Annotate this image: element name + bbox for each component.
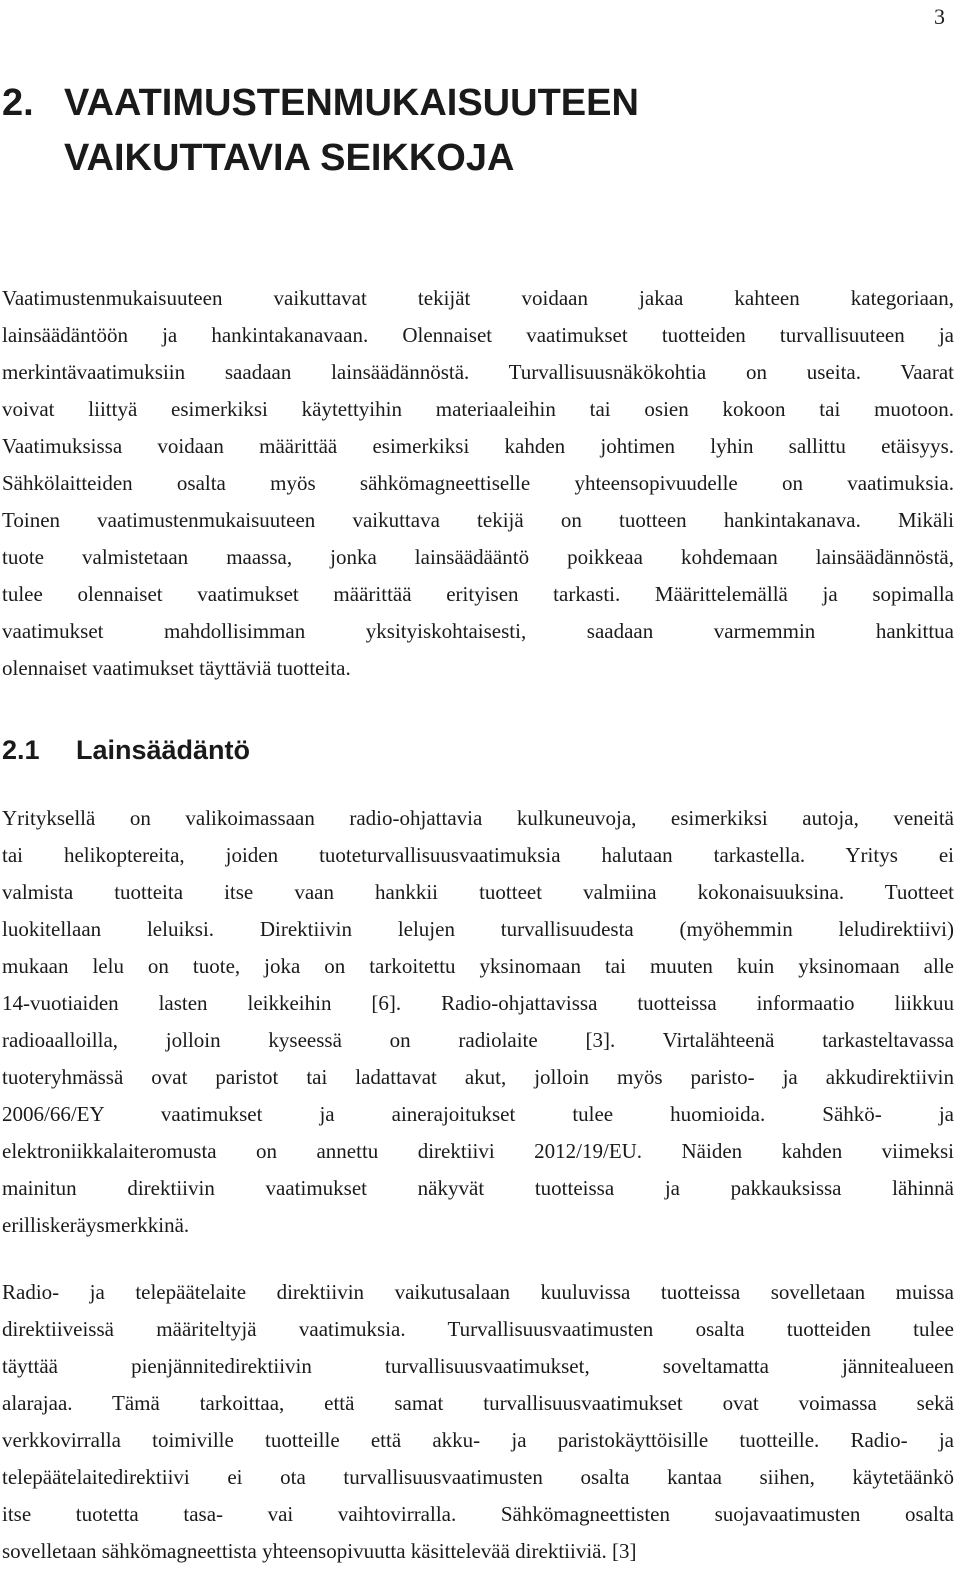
chapter-heading-line1 xyxy=(2,76,639,131)
section-number: 2.1 xyxy=(2,735,40,765)
text-line: luokitellaan leluiksi. Direktiivin lelujen turvallisuudesta (myöhemmin leludirektiivi) xyxy=(2,917,954,941)
text-line: vaatimukset mahdollisimman yksityiskohtaisesti, saadaan varmemmin hankittua xyxy=(2,619,954,643)
text-line: Vaatimustenmukaisuuteen vaikuttavat tekijät voidaan jakaa kahteen kategoriaan, xyxy=(2,286,954,310)
text-line: Sähkölaitteiden osalta myös sähkömagneettiselle yhteensopivuudelle on vaatimuksia. xyxy=(2,471,954,495)
text-line: 2006/66/EY vaatimukset ja ainerajoitukset tulee huomioida. Sähkö- ja xyxy=(2,1102,954,1126)
chapter-title-line2: VAIKUTTAVIA SEIKKOJA xyxy=(64,137,515,179)
text-line: telepäätelaitedirektiivi ei ota turvallisuusvaatimusten osalta kantaa siihen, käytetäänkö xyxy=(2,1465,954,1489)
text-line: itse tuotetta tasa- vai vaihtovirralla. Sähkömagneettisten suojavaatimusten osalta xyxy=(2,1502,954,1526)
text-line: täyttää pienjännitedirektiivin turvallisuusvaatimukset, soveltamatta jännitealueen xyxy=(2,1354,954,1378)
text-line: Toinen vaatimustenmukaisuuteen vaikuttava tekijä on tuotteen hankintakanava. Mikäli xyxy=(2,508,954,532)
text-line: mukaan lelu on tuote, joka on tarkoitettu yksinomaan tai muuten kuin yksinomaan alle xyxy=(2,954,954,978)
text-line: Yrityksellä on valikoimassaan radio-ohjattavia kulkuneuvoja, esimerkiksi autoja, veneitä xyxy=(2,806,954,830)
body-paragraph-3 xyxy=(2,1274,954,1570)
chapter-number: 2. xyxy=(2,82,34,124)
body-paragraph-2 xyxy=(2,800,954,1244)
text-line: radioaalloilla, jolloin kyseessä on radiolaite [3]. Virtalähteenä tarkasteltavassa xyxy=(2,1028,954,1052)
text-line: direktiiveissä määriteltyjä vaatimuksia. Turvallisuusvaatimusten osalta tuotteiden tulee xyxy=(2,1317,954,1341)
section-heading xyxy=(2,730,250,770)
text-line: alarajaa. Tämä tarkoittaa, että samat turvallisuusvaatimukset ovat voimassa sekä xyxy=(2,1391,954,1415)
body-paragraph-1 xyxy=(2,280,954,687)
text-line: tuoteryhmässä ovat paristot tai ladattavat akut, jolloin myös paristo- ja akkudirektiivin xyxy=(2,1065,954,1089)
text-line: tuote valmistetaan maassa, jonka lainsäädääntö poikkeaa kohdemaan lainsäädännöstä, xyxy=(2,545,954,569)
text-line: tulee olennaiset vaatimukset määrittää erityisen tarkasti. Määrittelemällä ja sopimalla xyxy=(2,582,954,606)
text-line: merkintävaatimuksiin saadaan lainsäädännöstä. Turvallisuusnäkökohtia on useita. Vaarat xyxy=(2,360,954,384)
text-line: erilliskeräysmerkkinä. xyxy=(2,1213,190,1237)
chapter-heading xyxy=(2,76,639,186)
text-line: Radio- ja telepäätelaite direktiivin vaikutusalaan kuuluvissa tuotteissa sovelletaan muissa xyxy=(2,1280,954,1304)
text-line: olennaiset vaatimukset täyttäviä tuotteita. xyxy=(2,656,351,680)
text-line: lainsäädäntöön ja hankintakanavaan. Olennaiset vaatimukset tuotteiden turvallisuuteen ja xyxy=(2,323,954,347)
text-line: sovelletaan sähkömagneettista yhteensopivuutta käsittelevää direktiiviä. [3] xyxy=(2,1539,637,1563)
text-line: valmista tuotteita itse vaan hankkii tuotteet valmiina kokonaisuuksina. Tuotteet xyxy=(2,880,954,904)
section-title: Lainsäädäntö xyxy=(76,735,251,765)
chapter-title-line1: VAATIMUSTENMUKAISUUTEEN xyxy=(64,82,639,124)
page-number: 3 xyxy=(934,4,945,29)
text-line: verkkovirralla toimiville tuotteille että akku- ja paristokäyttöisille tuotteille. Radio- ja xyxy=(2,1428,954,1452)
text-line: tai helikoptereita, joiden tuoteturvallisuusvaatimuksia halutaan tarkastella. Yritys ei xyxy=(2,843,954,867)
text-line: elektroniikkalaiteromusta on annettu direktiivi 2012/19/EU. Näiden kahden viimeksi xyxy=(2,1139,954,1163)
text-line: voivat liittyä esimerkiksi käytettyihin materiaaleihin tai osien kokoon tai muotoon. xyxy=(2,397,954,421)
text-line: Vaatimuksissa voidaan määrittää esimerkiksi kahden johtimen lyhin sallittu etäisyys. xyxy=(2,434,954,458)
text-line: 14-vuotiaiden lasten leikkeihin [6]. Radio-ohjattavissa tuotteissa informaatio liikkuu xyxy=(2,991,954,1015)
text-line: mainitun direktiivin vaatimukset näkyvät tuotteissa ja pakkauksissa lähinnä xyxy=(2,1176,954,1200)
